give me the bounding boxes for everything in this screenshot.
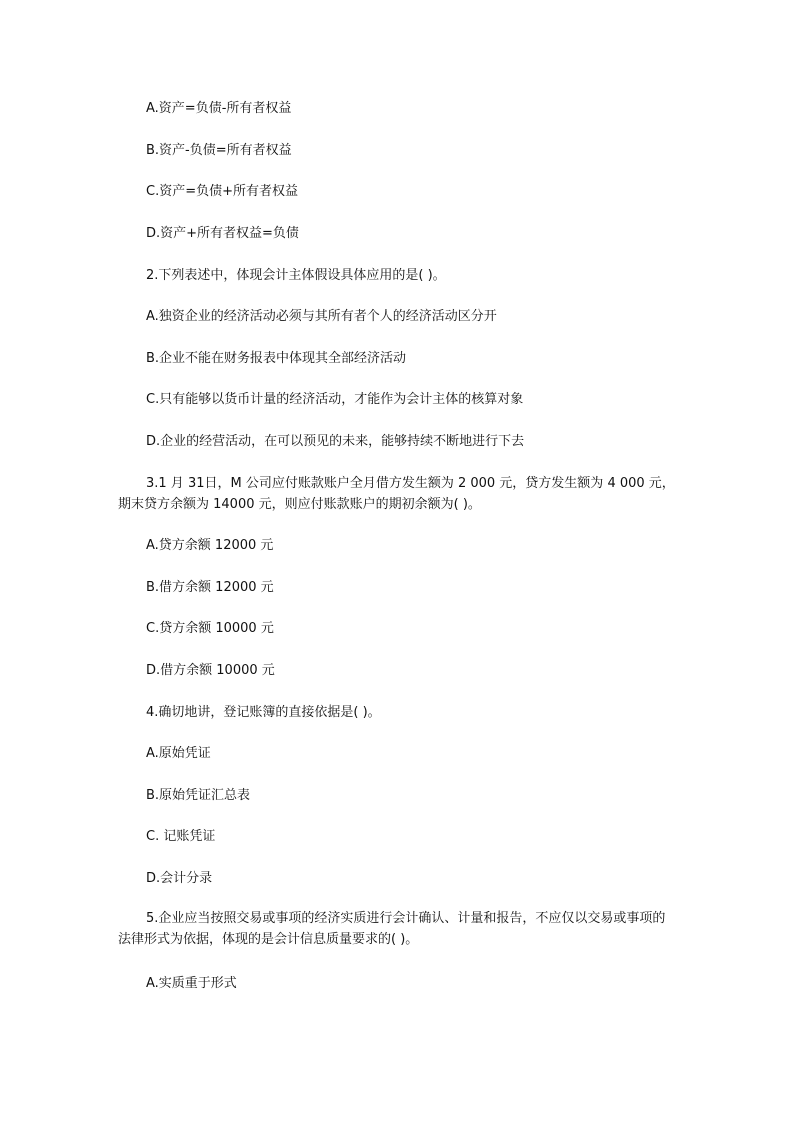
option-b-q3: B.借方余额 12000 元 — [146, 580, 274, 595]
question-4: 4.确切地讲，登记账簿的直接依据是( )。 — [146, 705, 381, 720]
option-b-q1: B.资产-负债=所有者权益 — [146, 143, 292, 158]
question-3: 3.1 月 31日，M 公司应付账款账户全月借方发生额为 2 000 元，贷方发生额为 4 000 元，期末贷方余额为 14000 元，则应付账款账户的期初余额为( )。 — [118, 476, 675, 512]
option-a-q4: A.原始凭证 — [146, 746, 211, 761]
option-d-q4: D.会计分录 — [146, 871, 213, 886]
option-d-q3: D.借方余额 10000 元 — [146, 663, 275, 678]
option-a-q2: A.独资企业的经济活动必须与其所有者个人的经济活动区分开 — [146, 309, 497, 324]
question-5: 5.企业应当按照交易或事项的经济实质进行会计确认、计量和报告，不应仅以交易或事项的法律形式为依据，体现的是会计信息质量要求的( )。 — [118, 911, 666, 947]
option-a-q3: A.贷方余额 12000 元 — [146, 538, 274, 553]
option-b-q4: B.原始凭证汇总表 — [146, 788, 251, 803]
option-b-q2: B.企业不能在财务报表中体现其全部经济活动 — [146, 351, 407, 366]
option-c-q2: C.只有能够以货币计量的经济活动，才能作为会计主体的核算对象 — [146, 392, 524, 407]
option-c-q3: C.贷方余额 10000 元 — [146, 621, 274, 636]
question-2: 2.下列表述中，体现会计主体假设具体应用的是( )。 — [146, 268, 446, 283]
option-c-q1: C.资产=负债+所有者权益 — [146, 184, 298, 199]
option-d-q2: D.企业的经营活动，在可以预见的未来，能够持续不断地进行下去 — [146, 434, 525, 449]
option-c-q4: C. 记账凭证 — [146, 829, 216, 844]
option-d-q1: D.资产+所有者权益=负债 — [146, 226, 299, 241]
option-a-q1: A.资产=负债-所有者权益 — [146, 101, 292, 116]
option-a-q5: A.实质重于形式 — [146, 976, 237, 991]
